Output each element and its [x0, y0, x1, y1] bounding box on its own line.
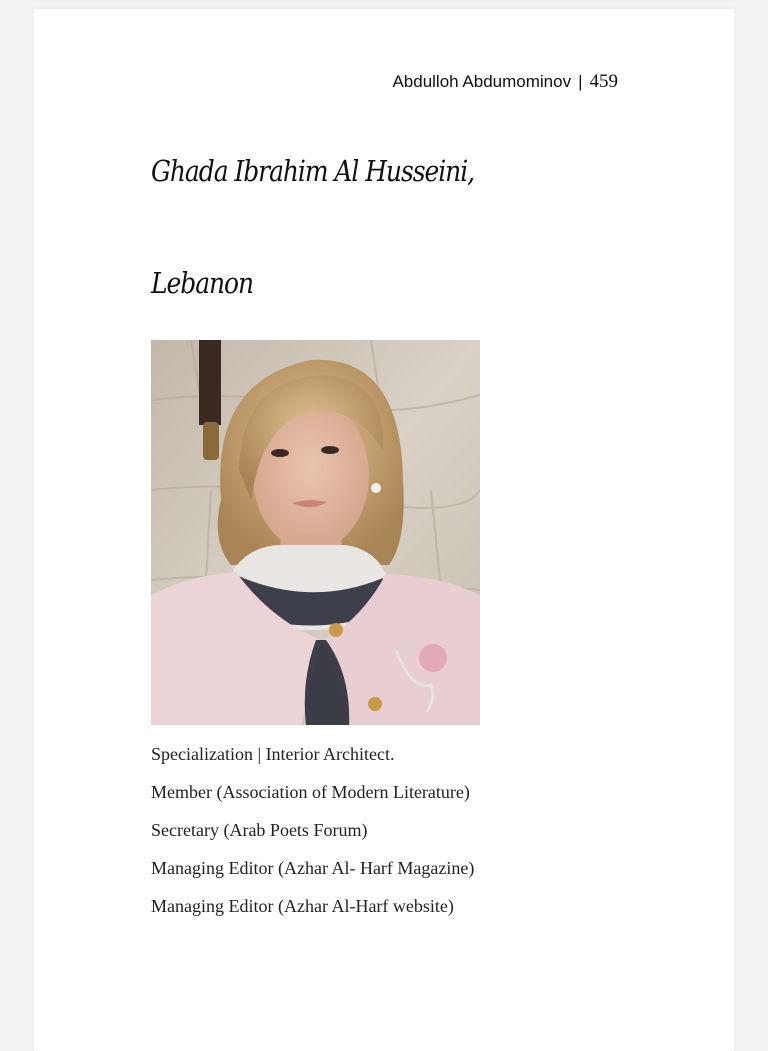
earring: [371, 483, 381, 493]
bio-item-secretary: Secretary (Arab Poets Forum): [151, 820, 368, 840]
dark-post: [199, 340, 221, 425]
bio-item-editor-magazine: Managing Editor (Azhar Al- Harf Magazine): [151, 858, 475, 878]
brooch-flower: [419, 644, 447, 672]
bio-item-specialization: Specialization | Interior Architect.: [151, 744, 395, 764]
brass-fitting: [203, 422, 219, 460]
header-author: Abdulloh Abdumominov: [392, 72, 572, 91]
country-heading: Lebanon: [151, 266, 254, 300]
bio-item-editor-website: Managing Editor (Azhar Al-Harf website): [151, 896, 454, 916]
header-separator: |: [578, 72, 583, 91]
portrait-illustration: [151, 340, 480, 725]
left-eye: [271, 449, 289, 457]
document-page: [34, 9, 734, 1051]
bio-list: [151, 742, 474, 932]
person-name-heading: Ghada Ibrahim Al Husseini,: [151, 154, 475, 188]
right-eye: [321, 446, 339, 454]
bio-item-member: Member (Association of Modern Literature): [151, 782, 470, 802]
jacket-button-top: [329, 623, 343, 637]
running-header: [392, 71, 618, 93]
jacket-button-bottom: [368, 697, 382, 711]
page-number: 459: [589, 71, 618, 92]
portrait-photo: [151, 340, 480, 725]
